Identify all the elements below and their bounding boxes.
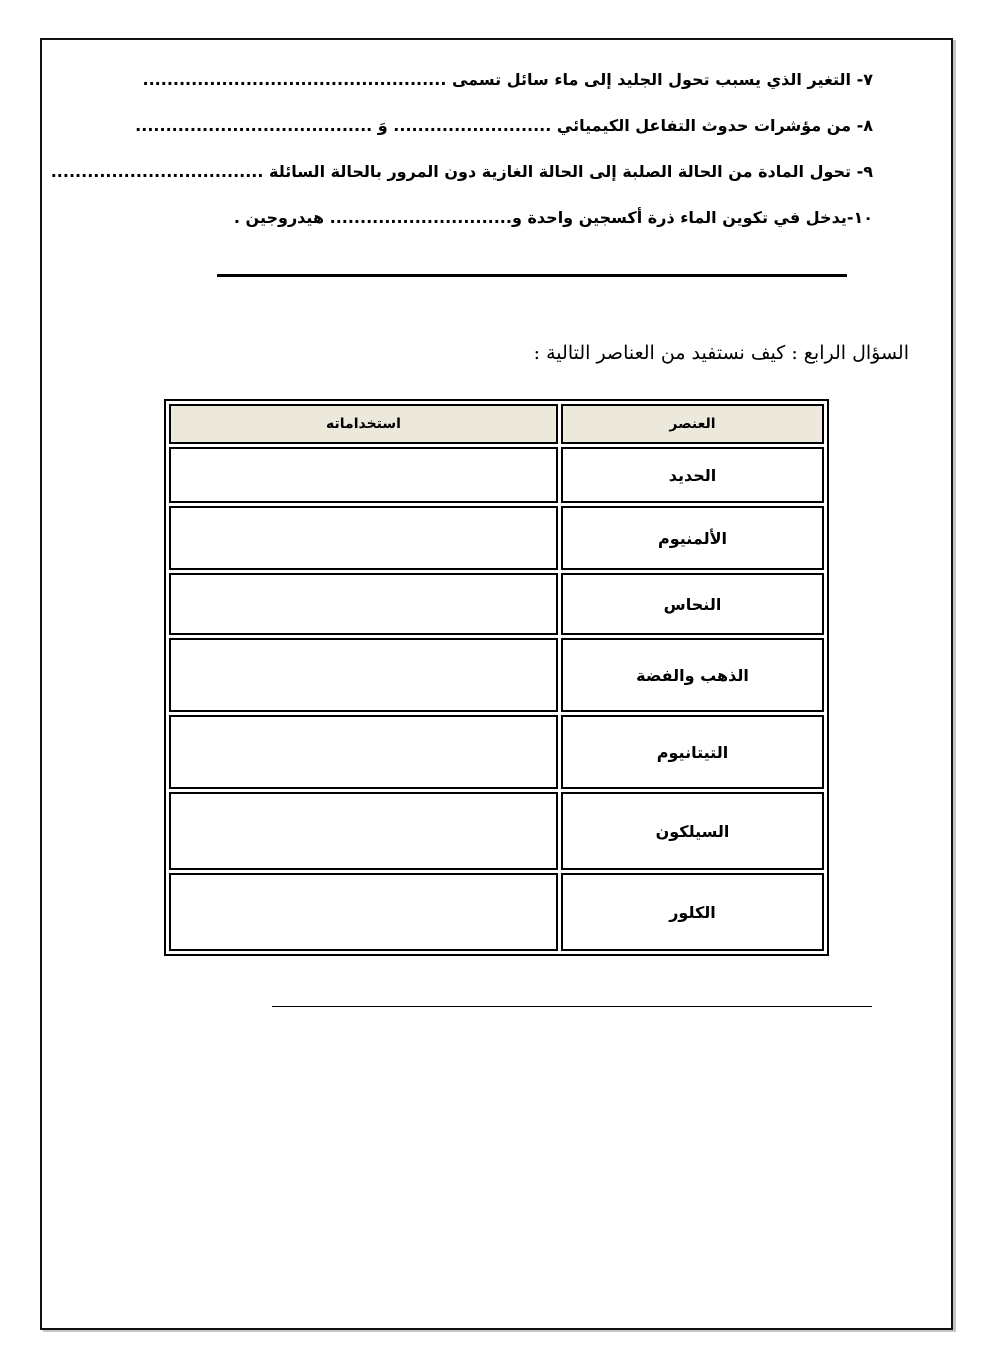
table-row [169,447,824,503]
table-row [169,506,824,570]
uses-cell-chlorine [169,873,558,951]
uses-cell-titanium [169,715,558,789]
element-silicon: السيلكون [561,792,824,870]
question-10: ١٠-يدخل في تكوين الماء ذرة أكسجين واحدة و.............................. هيدروجين . [233,208,873,227]
question-8: ٨- من مؤشرات حدوث التفاعل الكيميائي .......................... وَ ....................................... [135,116,873,135]
table-row [169,715,824,789]
element-titanium: التيتانيوم [561,715,824,789]
uses-cell-silicon [169,792,558,870]
page-frame [40,38,953,1330]
element-copper: النحاس [561,573,824,635]
element-chlorine: الكلور [561,873,824,951]
element-gold-silver: الذهب والفضة [561,638,824,712]
table-header-row [169,404,824,444]
element-iron: الحديد [561,447,824,503]
element-aluminum: الألمنيوم [561,506,824,570]
section-heading: السؤال الرابع : كيف نستفيد من العناصر التالية : [533,342,909,364]
uses-cell-gold-silver [169,638,558,712]
uses-cell-aluminum [169,506,558,570]
uses-cell-copper [169,573,558,635]
question-7: ٧- التغير الذي يسبب تحول الجليد إلى ماء سائل تسمى .................................................. [142,70,873,89]
question-9: ٩- تحول المادة من الحالة الصلبة إلى الحالة الغازية دون المرور بالحالة السائلة ................................... [50,162,873,181]
elements-table [164,399,829,956]
table-row [169,638,824,712]
header-element: العنصر [561,404,824,444]
questions-list [42,40,951,228]
uses-cell-iron [169,447,558,503]
header-uses: استخداماته [169,404,558,444]
table-row [169,573,824,635]
table-row [169,873,824,951]
table-row [169,792,824,870]
bottom-divider-line [272,1006,872,1007]
